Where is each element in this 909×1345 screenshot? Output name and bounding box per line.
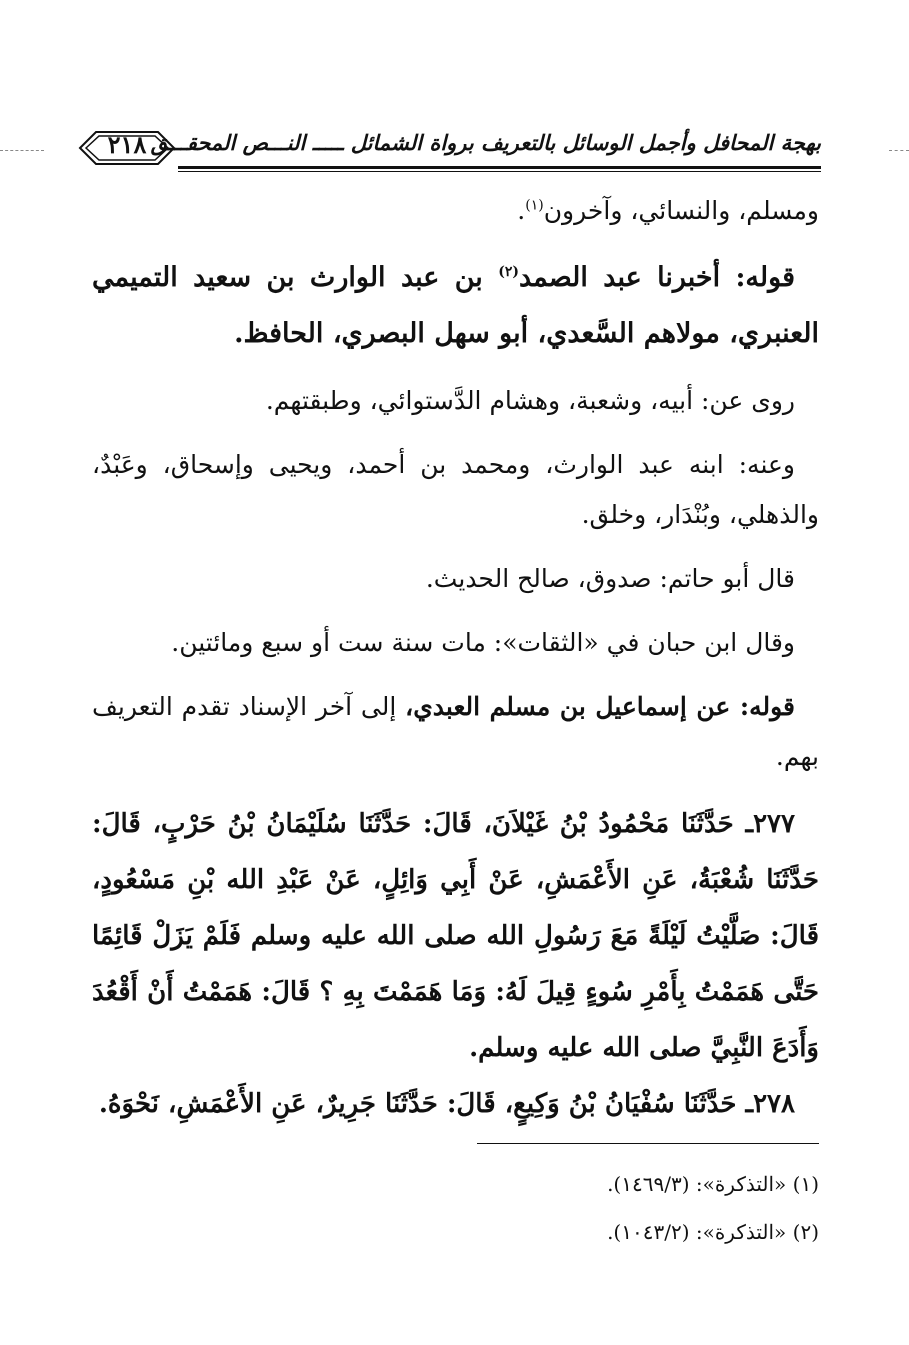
header-rule	[178, 166, 821, 172]
footnote-2: (٢) «التذكرة»: (١٠٤٣/٢).	[607, 1220, 819, 1244]
entry-text: إلى آخر الإسناد تقدم التعريف بهم.	[92, 692, 819, 771]
scan-margin-mark-left	[0, 150, 44, 151]
entry-lead: قوله: أخبرنا عبد الصمد	[518, 262, 795, 293]
header-title: بهجة المحافل وأجمل الوسائل بالتعريف برواة الشمائل ـــــ النـــص المحقـــق	[150, 130, 821, 155]
page-number-badge	[78, 128, 176, 168]
running-header	[78, 122, 821, 178]
footnote-ref-1: (١)	[525, 197, 544, 214]
footnote-1: (١) «التذكرة»: (١٤٦٩/٣).	[607, 1172, 819, 1196]
abu-hatim-grading: قال أبو حاتم: صدوق، صالح الحديث.	[425, 564, 795, 593]
entry-abd-al-samad	[92, 250, 819, 362]
paragraph-continuation	[92, 186, 819, 236]
hadith-278: ٢٧٨ـ حَدَّثَنَا سُفْيَانُ بْنُ وَكِيعٍ، قَالَ: حَدَّثَنَا جَرِيرٌ، عَنِ الأَعْمَشِ، نَحْوَهُ.	[98, 1089, 795, 1119]
narrated-from: روى عن: أبيه، وشعبة، وهشام الدَّستوائي، وطبقتهم.	[265, 386, 795, 415]
scan-margin-mark-right	[889, 150, 909, 151]
hadith-277: ٢٧٧ـ حَدَّثَنَا مَحْمُودُ بْنُ غَيْلاَنَ، قَالَ: حَدَّثَنَا سُلَيْمَانُ بْنُ حَرْبٍ، قَالَ: حَدَّثَنَا شُعْبَةُ، عَنِ الأَعْمَشِ، عَنْ أَبِي وَائِلٍ، عَنْ عَبْدِ الله بْنِ مَسْعُودٍ، قَالَ: صَلَّيْتُ لَيْلَةً مَعَ رَسُولِ الله صلى الله عليه وسلم فَلَمْ يَزَلْ قَائِمًا حَتَّى هَمَمْتُ بِأَمْرِ سُوءٍ قِيلَ لَهُ: وَمَا هَمَمْتَ بِهِ ؟ قَالَ: هَمَمْتُ أَنْ أَقْعُدَ وَأَدَعَ النَّبِيَّ صلى الله عليه وسلم.	[92, 809, 819, 1063]
narrators-from-him: وعنه: ابنه عبد الوارث، ومحمد بن أحمد، ويحيى وإسحاق، وعَبْدٌ، والذهلي، وبُنْدَار، وخلق.	[92, 450, 819, 529]
footnote-ref-2: (٢)	[498, 264, 519, 280]
main-text	[92, 186, 819, 1132]
ibn-hibban-note: وقال ابن حبان في «الثقات»: مات سنة ست أو سبع ومائتين.	[171, 628, 795, 657]
footnote-separator	[477, 1143, 819, 1144]
entry-ismail	[92, 682, 819, 782]
entry-text: بن عبد الوارث بن سعيد التميمي العنبري، مولاهم السَّعدي، أبو سهل البصري، الحافظ.	[92, 262, 819, 349]
paragraph-end: .	[517, 196, 526, 225]
paragraph-text: ومسلم، والنسائي، وآخرون	[543, 196, 819, 225]
entry-lead: قوله: عن إسماعيل بن مسلم العبدي،	[405, 692, 795, 721]
page-number: ٢١٨	[107, 130, 147, 159]
footnotes	[92, 1160, 819, 1256]
